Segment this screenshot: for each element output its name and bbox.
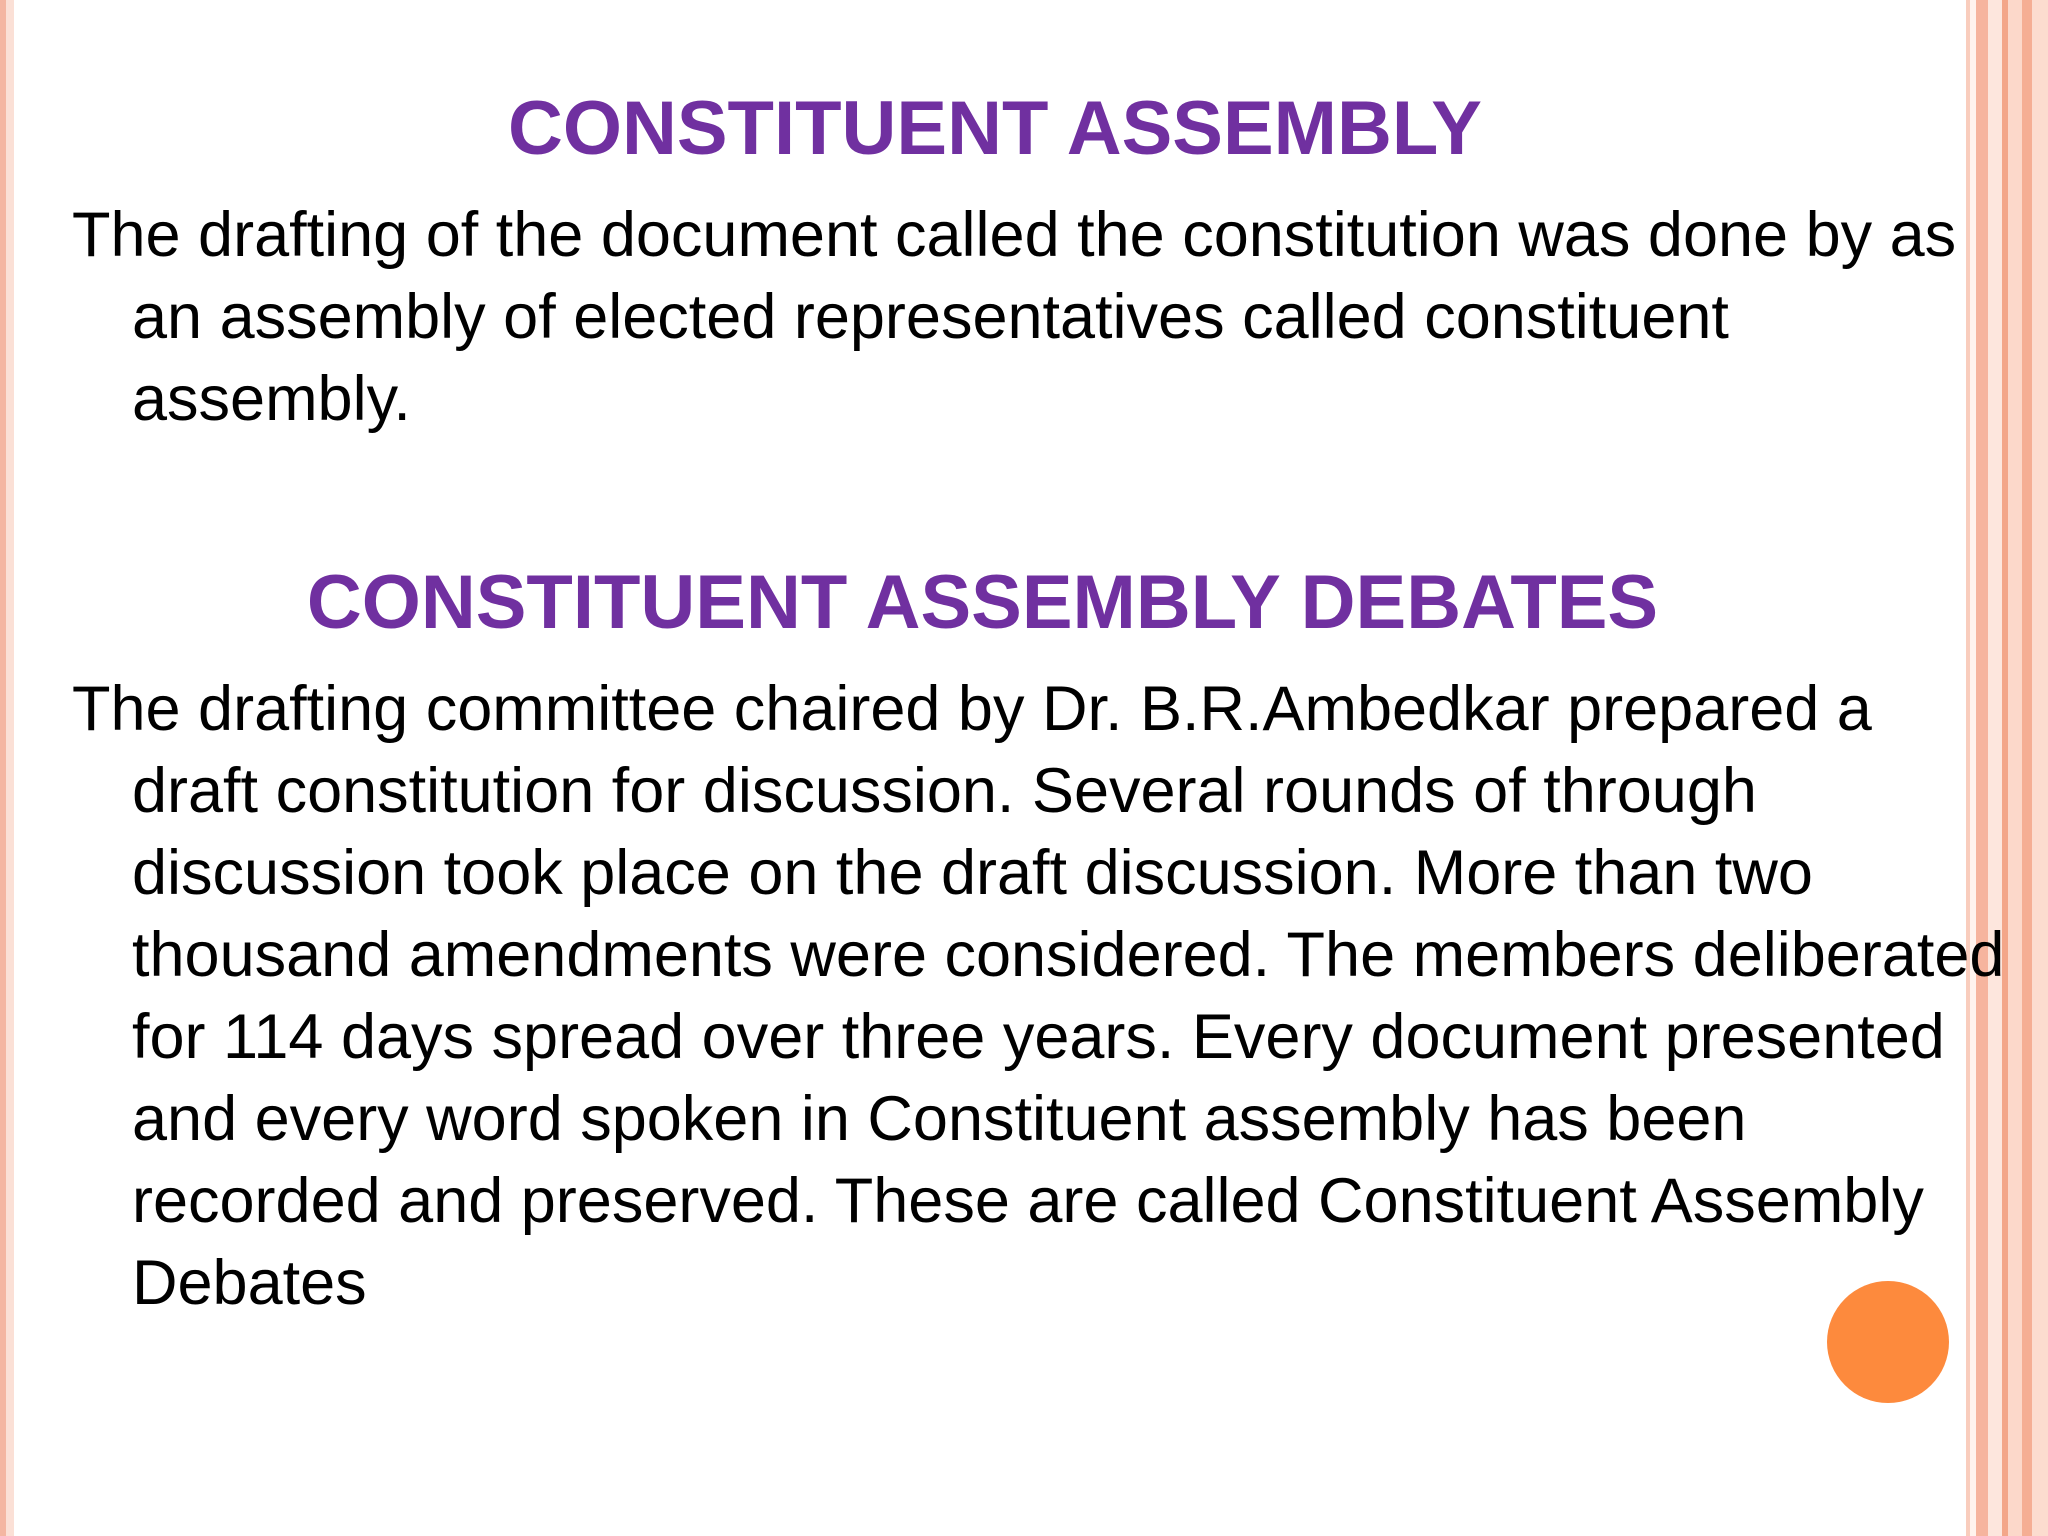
heading-constituent-assembly-debates: CONSTITUENT ASSEMBLY DEBATES (306, 560, 1659, 645)
left-decorative-border (0, 0, 14, 1536)
paragraph-constituent-assembly: The drafting of the document called the constitution was done by as an assembly of elected representatives called constituent assembly. (72, 200, 1957, 434)
heading-constituent-assembly: CONSTITUENT ASSEMBLY (507, 86, 1482, 171)
paragraph-constituent-assembly-debates: The drafting committee chaired by Dr. B.R.Ambedkar prepared a draft constitution for discussion. Several rounds of through discussion took place on the draft discussion. More than two thousand amendments were considered. The members deliberated for 114 days spread over three years. Every document presented and every word spoken in Constituent assembly has been recorded and preserved. These are called Constituent Assembly Debates (72, 674, 2005, 1318)
orange-circle-decoration (1827, 1281, 1949, 1403)
